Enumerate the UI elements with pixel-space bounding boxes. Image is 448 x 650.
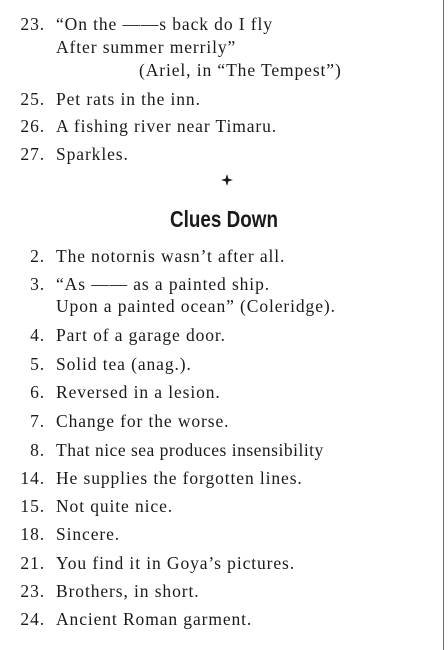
clue-text: Sincere. [56,524,121,544]
clue-number: 27. [20,144,45,164]
clue-number: 23. [20,14,45,34]
clue-text: Change for the worse. [56,411,230,431]
down-clue-23 [14,581,199,601]
clue-text: Solid tea (anag.). [56,354,192,374]
clue-text: Not quite nice. [56,496,174,516]
clue-text: You find it in Goya’s pictures. [56,553,296,573]
down-clue-5 [14,354,192,374]
clue-text: Sparkles. [56,144,129,164]
clue-number: 18. [20,524,45,544]
clue-text: Part of a garage door. [56,325,226,345]
down-clue-4 [14,325,226,345]
clue-text: Ancient Roman garment. [56,609,253,629]
down-clue-2 [14,246,285,266]
clue-text: The notornis wasn’t after all. [56,246,286,266]
clue-text: That nice sea produces insensibility [56,440,324,460]
column-rule [443,0,445,650]
section-heading-clues-down: Clues Down [170,206,278,232]
clue-number: 4. [30,325,45,345]
down-clue-3 [14,274,270,294]
clue-text: A fishing river near Timaru. [56,116,278,136]
clue-number: 24. [20,609,45,629]
down-clue-8 [14,440,324,460]
across-clue-23 [14,14,273,34]
clue-text: He supplies the forgotten lines. [56,468,303,488]
clue-attribution: (Ariel, in “The Tempest”) [139,60,342,80]
clue-number: 26. [20,116,45,136]
down-clue-15 [14,496,173,516]
across-clue-27 [14,144,129,164]
clue-text-continuation: Upon a painted ocean” (Coleridge). [56,296,336,316]
clue-number: 14. [20,468,45,488]
down-clue-14 [14,468,303,488]
down-clue-21 [14,553,295,573]
clue-number: 15. [20,496,45,516]
clue-number: 6. [30,382,45,402]
clue-text: “On the ——s back do I fly [56,14,273,34]
clue-text: Brothers, in short. [56,581,200,601]
clue-text: “As —— as a painted ship. [56,274,270,294]
across-clue-26 [14,116,277,136]
down-clue-7 [14,411,229,431]
clue-number: 8. [30,440,45,460]
separator-star-icon [221,174,233,186]
clue-number: 25. [20,89,45,109]
clue-number: 2. [30,246,45,266]
clue-number: 7. [30,411,45,431]
clue-text: Pet rats in the inn. [56,89,201,109]
down-clue-24 [14,609,252,629]
clue-number: 21. [20,553,45,573]
clue-text: Reversed in a lesion. [56,382,221,402]
clue-text-continuation: After summer merrily” [56,37,237,57]
down-clue-6 [14,382,221,402]
clue-number: 5. [30,354,45,374]
clue-number: 3. [30,274,45,294]
across-clue-25 [14,89,201,109]
down-clue-18 [14,524,120,544]
clue-number: 23. [20,581,45,601]
